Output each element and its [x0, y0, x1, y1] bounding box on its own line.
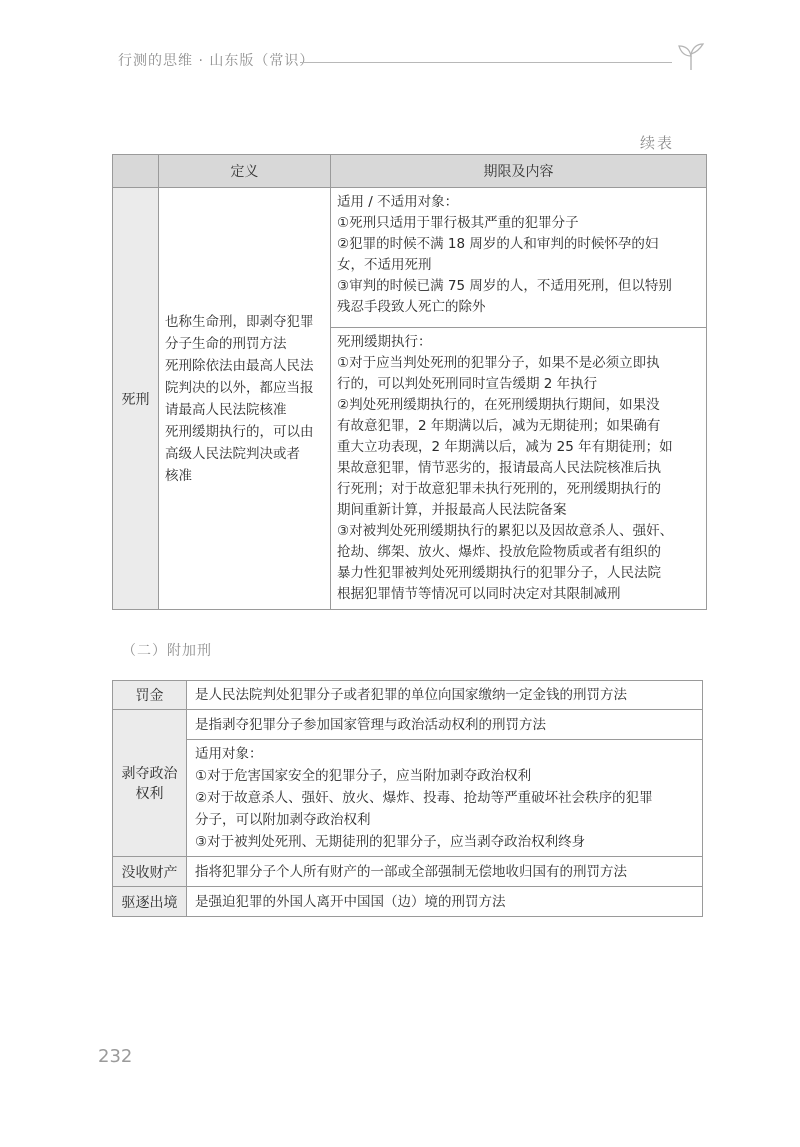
additional-penalties-table: [112, 680, 703, 917]
sprout-leaf-icon: [674, 40, 708, 74]
content-line: ①对于应当判处死刑的犯罪分子，如果不是必须立即执: [337, 355, 660, 371]
death-penalty-table: [112, 154, 707, 610]
fine-definition: 是人民法院判处犯罪分子或者犯罪的单位向国家缴纳一定金钱的刑罚方法: [187, 681, 703, 710]
table-row: [113, 887, 703, 917]
definition-cell: [159, 188, 331, 610]
definition-line: 请最高人民法院核准: [165, 401, 287, 418]
content-line: 重大立功表现，2 年期满以后，减为 25 年有期徒刑；如: [337, 439, 673, 455]
table-row: [113, 188, 707, 328]
definition-line: 死刑缓期执行的，可以由: [165, 423, 314, 440]
content-line: 根据犯罪情节等情况可以同时决定对其限制减刑: [337, 586, 621, 602]
table-row: [113, 740, 703, 857]
applicable-targets-cell: [331, 188, 707, 328]
content-line: 行的，可以判处死刑同时宣告缓期 2 年执行: [337, 376, 598, 392]
deprivation-label-line: 权利: [135, 786, 164, 802]
table-header-row: [113, 155, 707, 188]
suspended-execution-cell: [331, 328, 707, 610]
table-row: [113, 710, 703, 740]
header-duration-content: 期限及内容: [331, 155, 707, 188]
header-rule: [300, 62, 672, 63]
content-line: ②判处死刑缓期执行的，在死刑缓期执行期间，如果没: [337, 397, 660, 413]
section-title-additional-penalties: （二）附加刑: [122, 643, 212, 659]
confiscation-definition: 指将犯罪分子个人所有财产的一部或全部强制无偿地收归国有的刑罚方法: [187, 857, 703, 887]
content-line: ①死刑只适用于罪行极其严重的犯罪分子: [337, 215, 579, 231]
content-line: ③对被判处死刑缓期执行的累犯以及因故意杀人、强奸、: [337, 523, 674, 539]
definition-line: 死刑除依法由最高人民法: [165, 357, 314, 374]
header-empty-cell: [113, 155, 159, 188]
content-line: ③审判的时候已满 75 周岁的人，不适用死刑，但以特别: [337, 278, 672, 294]
content-line: ②犯罪的时候不满 18 周岁的人和审判的时候怀孕的妇: [337, 236, 659, 252]
content-line: 果故意犯罪，情节恶劣的，报请最高人民法院核准后执: [337, 460, 661, 476]
table-row: [113, 857, 703, 887]
content-line: 残忍手段致人死亡的除外: [337, 299, 486, 315]
deprivation-definition: 是指剥夺犯罪分子参加国家管理与政治活动权利的刑罚方法: [187, 710, 703, 740]
page-number: 232: [98, 1046, 133, 1067]
row-label-deprivation: [113, 710, 187, 857]
content-line: 有故意犯罪，2 年期满以后，减为无期徒刑；如果确有: [337, 418, 661, 434]
definition-line: 高级人民法院判决或者: [165, 445, 300, 462]
row-label-death-penalty: 死刑: [113, 188, 159, 610]
content-line: ①对于危害国家安全的犯罪分子，应当附加剥夺政治权利: [195, 768, 532, 784]
content-line: 适用对象：: [195, 746, 263, 762]
content-line: 适用 / 不适用对象：: [337, 194, 459, 210]
row-label-deportation: 驱逐出境: [113, 887, 187, 917]
definition-line: 分子生命的刑罚方法: [165, 335, 287, 352]
deprivation-label-line: 剥夺政治: [121, 766, 178, 782]
definition-line: 也称生命刑，即剥夺犯罪: [165, 313, 314, 330]
continued-table-label: 续表: [640, 134, 675, 152]
content-line: 暴力性犯罪被判处死刑缓期执行的犯罪分子，人民法院: [337, 565, 661, 581]
running-header-title: 行测的思维 · 山东版（常识）: [118, 53, 315, 69]
content-line: 分子，可以附加剥夺政治权利: [195, 812, 371, 828]
content-line: ③对于被判处死刑、无期徒刑的犯罪分子，应当剥夺政治权利终身: [195, 834, 586, 850]
content-line: ②对于故意杀人、强奸、放火、爆炸、投毒、抢劫等严重破坏社会秩序的犯罪: [195, 790, 653, 806]
content-line: 女，不适用死刑: [337, 257, 432, 273]
header-definition: 定义: [159, 155, 331, 188]
definition-line: 院判决的以外，都应当报: [165, 379, 314, 396]
deprivation-targets-cell: [187, 740, 703, 857]
content-line: 行死刑；对于故意犯罪未执行死刑的，死刑缓期执行的: [337, 481, 661, 497]
content-line: 期间重新计算，并报最高人民法院备案: [337, 502, 567, 518]
content-line: 死刑缓期执行：: [337, 334, 432, 350]
content-line: 抢劫、绑架、放火、爆炸、投放危险物质或者有组织的: [337, 544, 661, 560]
table-row: [113, 681, 703, 710]
deportation-definition: 是强迫犯罪的外国人离开中国国（边）境的刑罚方法: [187, 887, 703, 917]
row-label-confiscation: 没收财产: [113, 857, 187, 887]
row-label-fine: 罚金: [113, 681, 187, 710]
definition-line: 核准: [165, 467, 192, 484]
